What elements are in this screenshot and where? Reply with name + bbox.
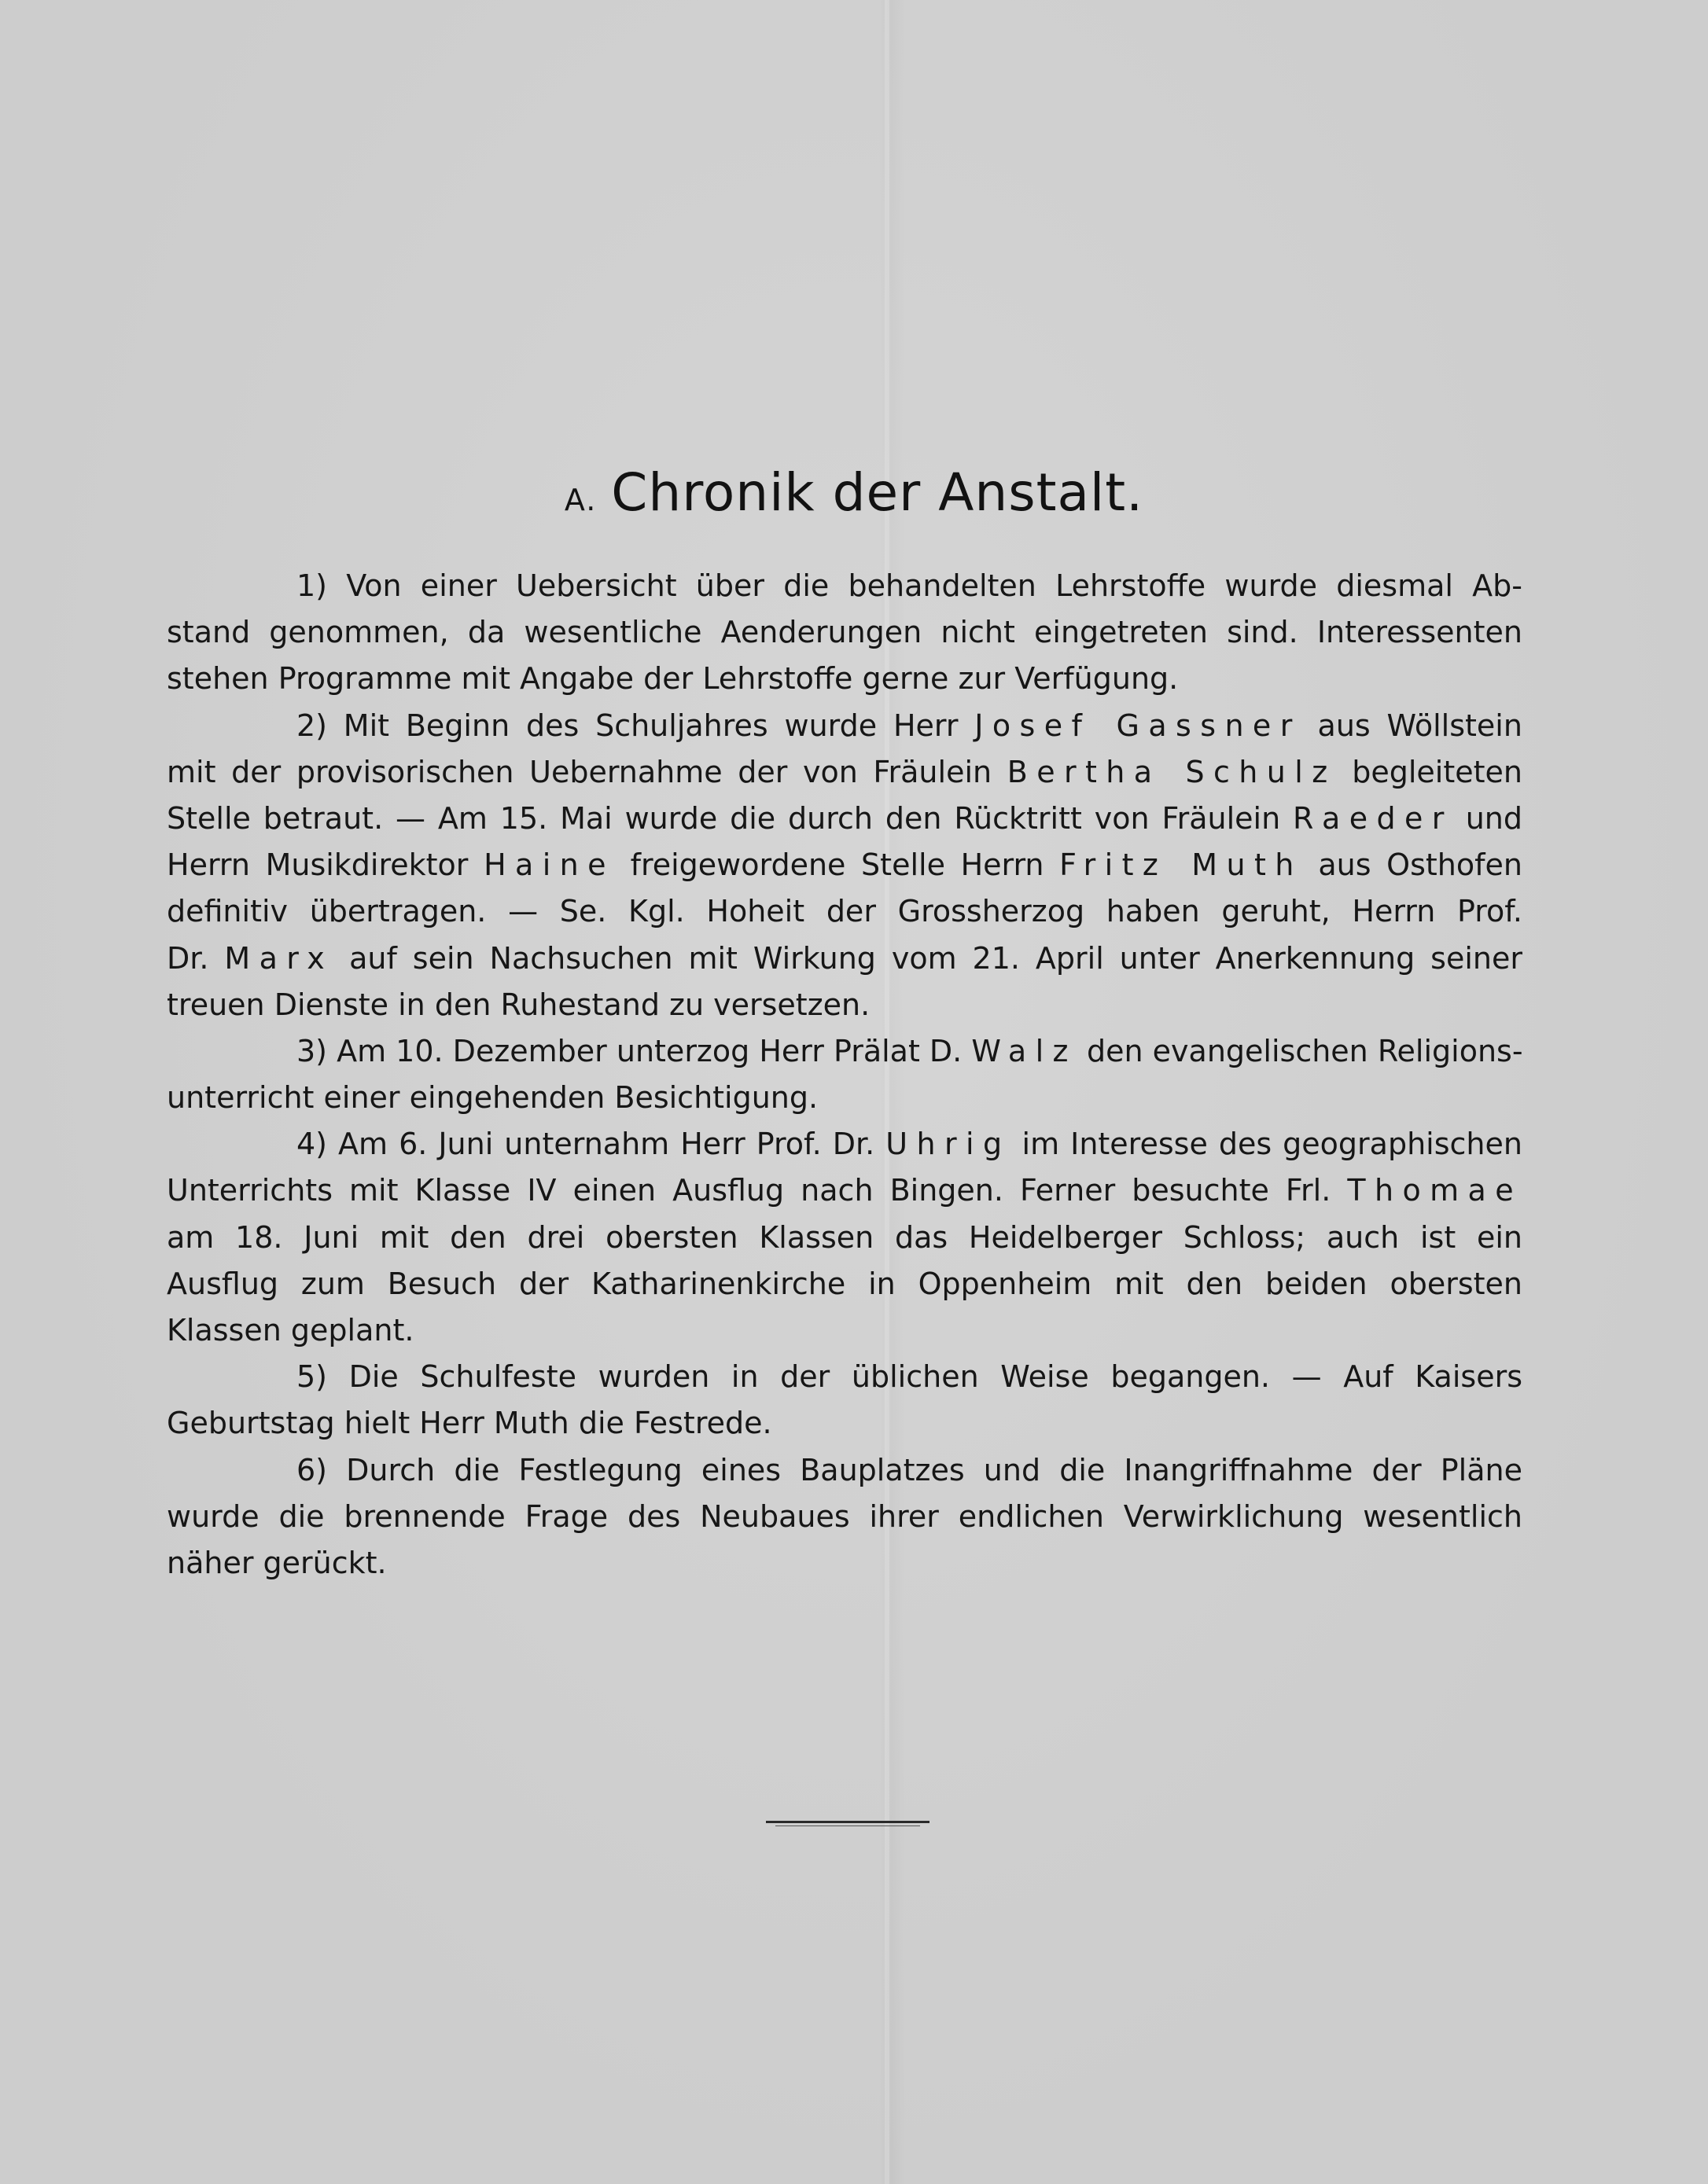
- text-segment: stand genommen, da wesentliche Aenderungen nicht eingetreten sind. Interessenten: [167, 615, 1522, 650]
- text-line: [167, 1494, 1522, 1540]
- text-line: [167, 1215, 1522, 1261]
- section-letter: A.: [564, 483, 598, 517]
- text-line: [167, 1121, 1522, 1167]
- text-segment: definitiv übertragen. — Se. Kgl. Hoheit der Grossherzog haben geruht, Herrn Prof.: [167, 894, 1522, 929]
- person-name: Walz: [971, 1033, 1077, 1068]
- section-title: Chronik der Anstalt.: [611, 462, 1144, 523]
- text-segment: aus Osthofen: [1318, 847, 1522, 883]
- text-line: [167, 982, 1522, 1028]
- text-segment: den evangelischen Religions-: [1087, 1033, 1523, 1068]
- text-segment: 1) Von einer Uebersicht über die behandelten Lehrstoffe wurde diesmal Ab-: [296, 568, 1522, 603]
- text-segment: Unterrichts mit Klasse IV einen Ausflug nach Bingen. Ferner besuchte Frl.: [167, 1173, 1331, 1208]
- text-segment: Herrn Musikdirektor: [167, 847, 469, 883]
- text-segment: stehen Programme mit Angabe der Lehrstoffe gerne zur Verfügung.: [167, 661, 1179, 697]
- text-line: [167, 796, 1522, 842]
- text-segment: und: [1465, 800, 1522, 836]
- text-line: [167, 888, 1522, 935]
- text-segment: Geburtstag hielt Herr Muth die Festrede.: [167, 1406, 772, 1441]
- text-segment: im Interesse des geographischen: [1021, 1127, 1522, 1162]
- text-line: [167, 1447, 1522, 1494]
- text-segment: 6) Durch die Festlegung eines Bauplatzes und die Inangriffnahme der Pläne: [296, 1452, 1522, 1487]
- text-segment: 4) Am 6. Juni unternahm Herr Prof. Dr.: [296, 1127, 875, 1162]
- text-line: [167, 1307, 1522, 1354]
- text-segment: wurde die brennende Frage des Neubaues ihrer endlichen Verwirklichung wesentlich: [167, 1498, 1522, 1534]
- text-segment: näher gerückt.: [167, 1545, 387, 1580]
- person-name: Uhrig: [885, 1127, 1011, 1162]
- text-line: [167, 609, 1522, 656]
- text-segment: 2) Mit Beginn des Schuljahres wurde Herr: [296, 708, 959, 743]
- text-segment: 3) Am 10. Dezember unterzog Herr Prälat D.: [296, 1033, 963, 1068]
- text-line: [167, 1028, 1522, 1075]
- text-segment: Klassen geplant.: [167, 1313, 414, 1348]
- person-name: Haine: [484, 847, 615, 883]
- text-line: [167, 749, 1522, 796]
- text-line: [167, 936, 1522, 982]
- text-segment: unterricht einer eingehenden Besichtigung.: [167, 1080, 819, 1116]
- text-segment: 5) Die Schulfeste wurden in der üblichen Weise begangen. — Auf Kaisers: [296, 1359, 1522, 1395]
- text-line: [167, 1167, 1522, 1214]
- text-line: [167, 1261, 1522, 1307]
- text-segment: begleiteten: [1352, 754, 1522, 789]
- person-name: Raeder: [1293, 800, 1453, 836]
- text-segment: Stelle betraut. — Am 15. Mai wurde die durch den Rücktritt von Fräulein: [167, 800, 1281, 836]
- text-segment: freigewordene Stelle Herrn: [630, 847, 1044, 883]
- text-line: [167, 563, 1522, 609]
- text-line: [167, 1354, 1522, 1400]
- text-line: [167, 1540, 1522, 1587]
- text-segment: mit der provisorischen Uebernahme der von Fräulein: [167, 754, 992, 789]
- text-line: [167, 842, 1522, 888]
- person-name: Josef Gassner: [974, 708, 1301, 743]
- closing-rule: [766, 1821, 929, 1823]
- text-segment: auf sein Nachsuchen mit Wirkung vom 21. April unter Anerkennung seiner: [349, 940, 1522, 976]
- text-segment: aus Wöllstein: [1317, 708, 1522, 743]
- text-line: [167, 703, 1522, 749]
- text-line: [167, 1075, 1522, 1121]
- text-line: [167, 1400, 1522, 1447]
- text-line: [167, 656, 1522, 702]
- chronicle-body: [167, 563, 1522, 1587]
- person-name: Bertha Schulz: [1007, 754, 1337, 789]
- text-segment: treuen Dienste in den Ruhestand zu versetzen.: [167, 987, 871, 1022]
- page-title: [0, 462, 1708, 523]
- text-segment: am 18. Juni mit den drei obersten Klassen das Heidelberger Schloss; auch ist ein: [167, 1219, 1522, 1255]
- text-segment: Ausflug zum Besuch der Katharinenkirche in Oppenheim mit den beiden obersten: [167, 1266, 1522, 1301]
- text-segment: Dr.: [167, 940, 209, 976]
- person-name: Marx: [224, 940, 334, 976]
- person-name: Fritz Muth: [1059, 847, 1303, 883]
- person-name: Thomae: [1347, 1173, 1522, 1208]
